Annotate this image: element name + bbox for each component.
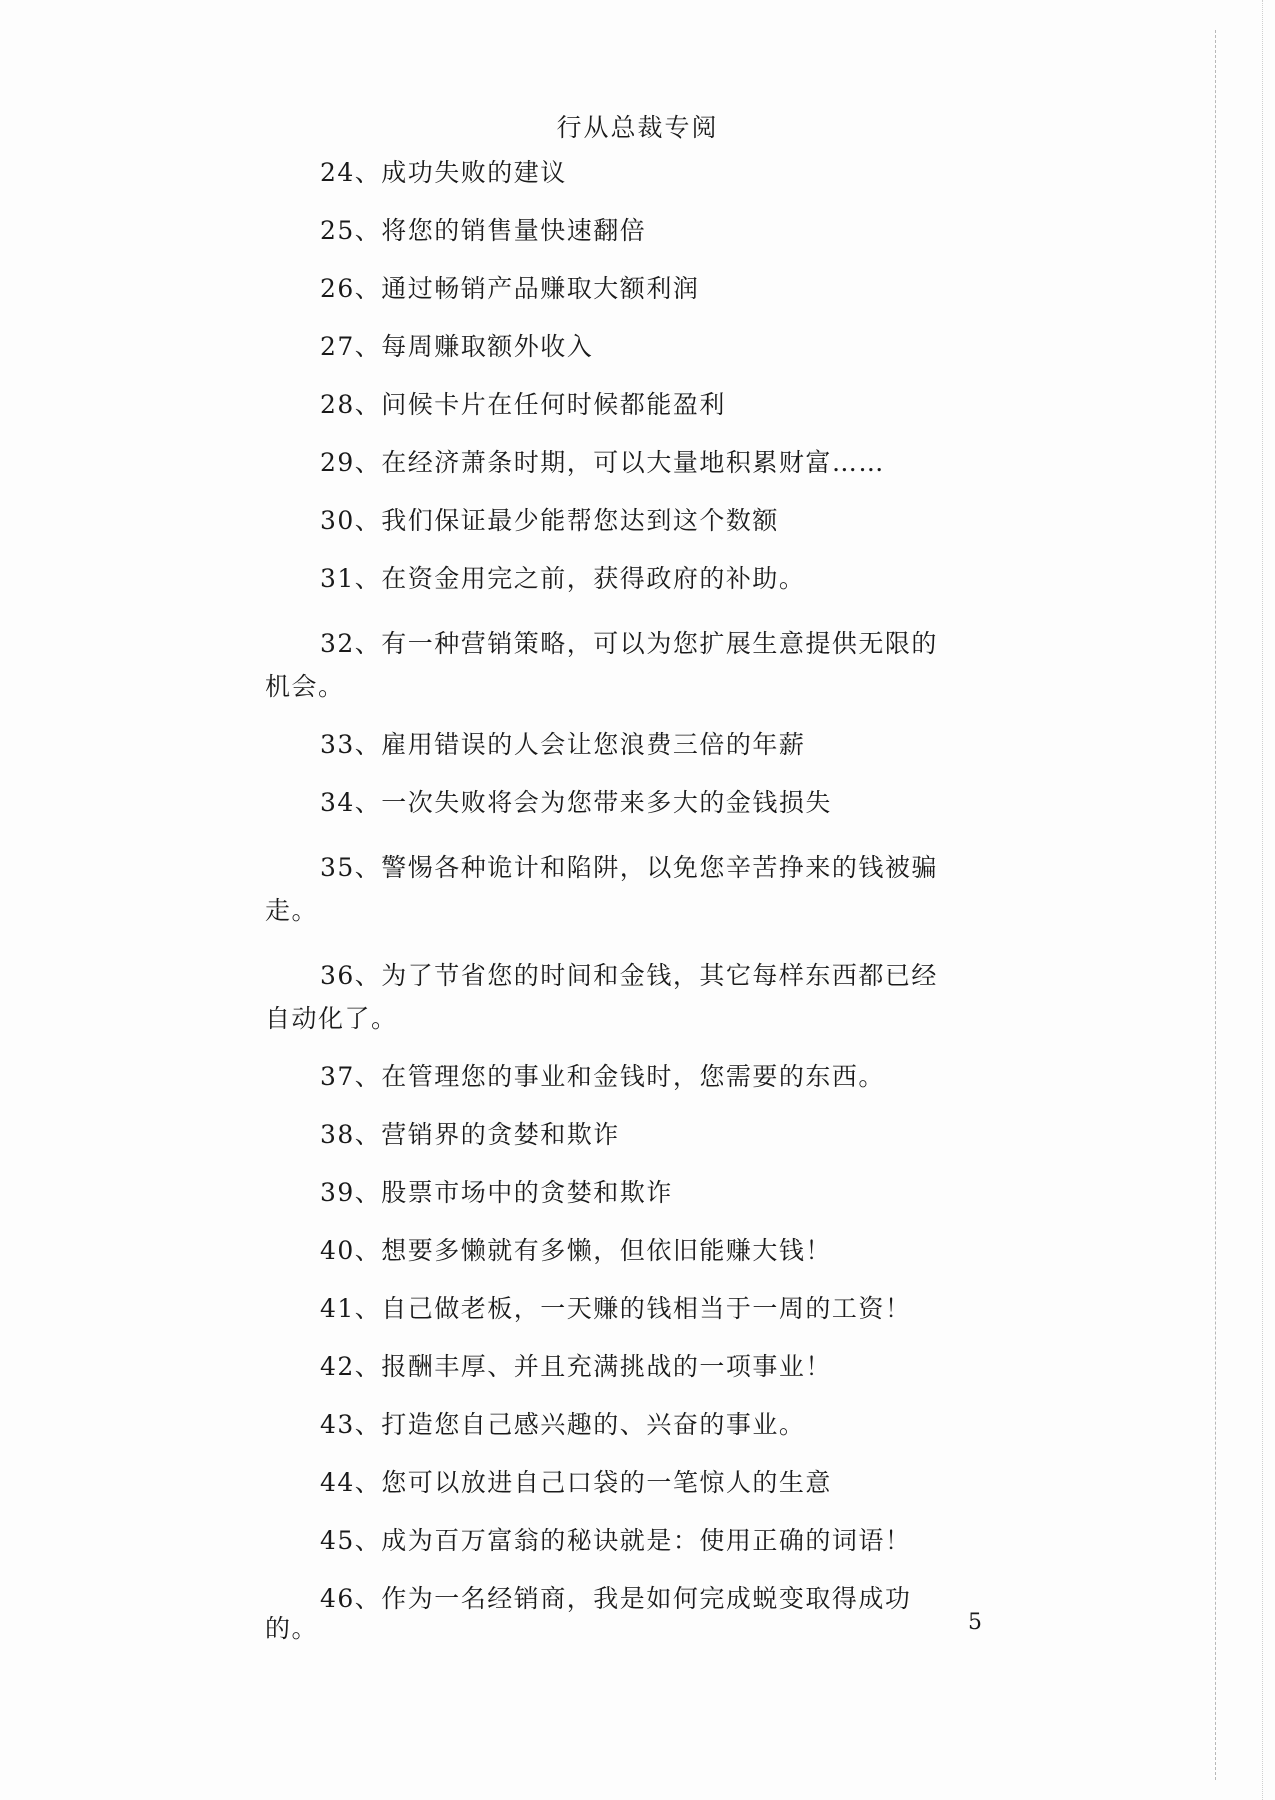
list-item: 32、有一种营销策略，可以为您扩展生意提供无限的机会。 — [265, 629, 938, 701]
list-item: 34、一次失败将会为您带来多大的金钱损失 — [320, 788, 832, 817]
list-item: 38、营销界的贪婪和欺诈 — [320, 1120, 620, 1149]
list-item: 31、在资金用完之前，获得政府的补助。 — [320, 564, 806, 593]
list-item: 33、雇用错误的人会让您浪费三倍的年薪 — [320, 730, 806, 759]
list-item: 27、每周赚取额外收入 — [320, 332, 594, 361]
list-item: 40、想要多懒就有多懒，但依旧能赚大钱！ — [320, 1236, 832, 1265]
page-header: 行从总裁专阅 — [556, 113, 719, 142]
item-list — [265, 158, 955, 1672]
list-item: 29、在经济萧条时期，可以大量地积累财富…… — [320, 448, 885, 477]
list-item: 43、打造您自己感兴趣的、兴奋的事业。 — [320, 1410, 806, 1439]
list-item: 44、您可以放进自己口袋的一笔惊人的生意 — [320, 1468, 832, 1497]
list-item: 24、成功失败的建议 — [320, 158, 567, 187]
list-item: 46、作为一名经销商，我是如何完成蜕变取得成功的。 — [265, 1584, 912, 1643]
scan-fold-line — [1215, 30, 1216, 1780]
list-item: 41、自己做老板，一天赚的钱相当于一周的工资！ — [320, 1294, 912, 1323]
list-item: 45、成为百万富翁的秘诀就是：使用正确的词语！ — [320, 1526, 912, 1555]
list-item: 30、我们保证最少能帮您达到这个数额 — [320, 506, 779, 535]
list-item: 37、在管理您的事业和金钱时，您需要的东西。 — [320, 1062, 885, 1091]
list-item: 36、为了节省您的时间和金钱，其它每样东西都已经自动化了。 — [265, 961, 938, 1033]
page-number: 5 — [968, 1610, 982, 1635]
scan-edge-line — [1262, 0, 1263, 1800]
list-item: 39、股票市场中的贪婪和欺诈 — [320, 1178, 673, 1207]
list-item: 42、报酬丰厚、并且充满挑战的一项事业！ — [320, 1352, 832, 1381]
list-item: 35、警惕各种诡计和陷阱，以免您辛苦挣来的钱被骗走。 — [265, 853, 938, 925]
list-item: 28、问候卡片在任何时候都能盈利 — [320, 390, 726, 419]
list-item: 26、通过畅销产品赚取大额利润 — [320, 274, 700, 303]
list-item: 25、将您的销售量快速翻倍 — [320, 216, 647, 245]
